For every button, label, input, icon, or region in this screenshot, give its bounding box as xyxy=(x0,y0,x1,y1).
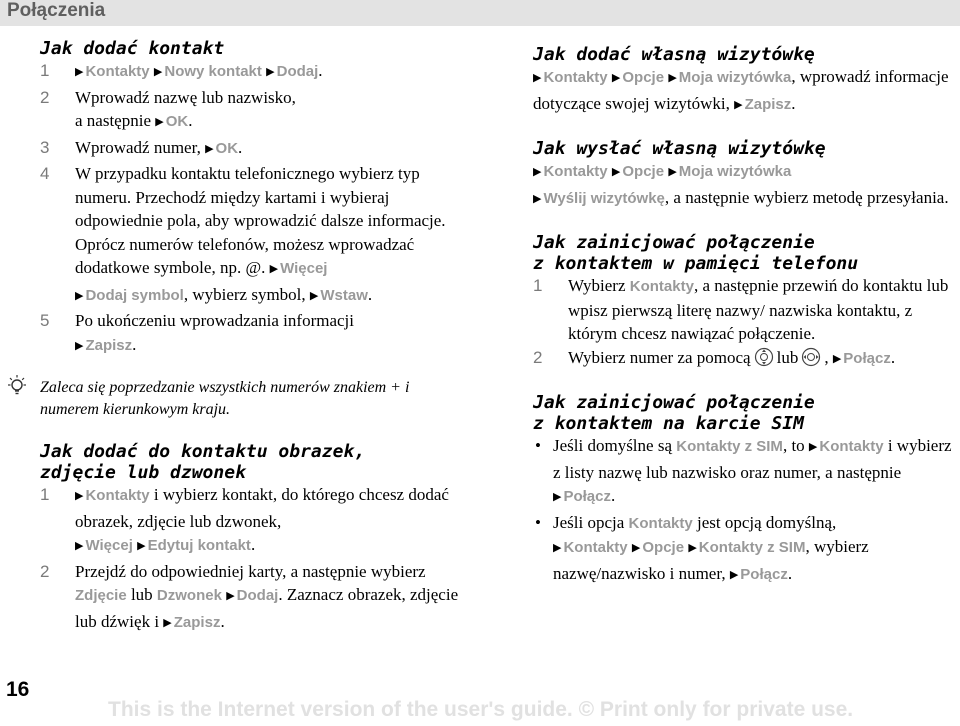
menu-wiecej: Więcej xyxy=(280,260,328,277)
heading-add-picture xyxy=(40,441,480,483)
menu-dodaj: Dodaj xyxy=(276,63,319,80)
arrow-icon: ▶ xyxy=(153,66,163,78)
heading-add-contact: Jak dodać kontakt xyxy=(40,38,225,59)
arrow-icon: ▶ xyxy=(163,616,172,629)
tip-text: Zaleca się poprzedzanie wszystkich numerów znakiem + i numerem kierunkowym kraju. xyxy=(40,379,410,418)
arrow-icon: ▶ xyxy=(533,166,542,178)
step-4: 4 W przypadku kontaktu telefonicznego wybierz typ numeru. Przechodź między kartami i wybieraj odpowiednie pola, aby wprowadzić dalsze informacje. Oprócz numerów telefonów, możesz wprowadzać dodatkowe symbole, np. @. ▶ Więcej ▶ Dodaj symbol, wybierz symbol, ▶ Wstaw. xyxy=(40,164,446,304)
menu-kontakty: Kontakty xyxy=(543,163,608,180)
step-text: Zaznacz obrazek, zdjęcie lub dźwięk i xyxy=(75,585,459,631)
menu-dzwonek: Dzwonek xyxy=(156,587,222,604)
heading-own-card: Jak dodać własną wizytówkę xyxy=(533,44,815,65)
arrow-icon: ▶ xyxy=(729,568,739,581)
tip-note xyxy=(40,377,460,421)
step-text: lub xyxy=(130,585,153,604)
step-text: , a następnie przewiń do kontaktu lub wpisz pierwszą literę nazwy/ nazwiska kontaktu, z którym chcesz nawiązać połączenie. xyxy=(568,276,949,343)
arrow-icon: ▶ xyxy=(553,542,562,554)
step-text: , wybierz symbol, xyxy=(183,284,306,304)
heading-line: z kontaktem na karcie SIM xyxy=(533,413,804,434)
arrow-icon: ▶ xyxy=(668,166,677,178)
heading-line: zdjęcie lub dzwonek xyxy=(40,462,246,483)
arrow-icon: ▶ xyxy=(668,72,677,84)
arrow-icon: ▶ xyxy=(75,540,84,552)
heading-line: z kontaktem w pamięci telefonu xyxy=(533,253,859,274)
left-column xyxy=(40,38,480,636)
step-text: Wybierz numer za pomocą xyxy=(568,347,751,367)
section-title: Połączenia xyxy=(7,0,106,21)
menu-polacz: Połącz xyxy=(843,349,891,367)
arrow-icon: ▶ xyxy=(137,540,146,552)
paragraph-text: , a następnie wybierz metodę przesyłania. xyxy=(664,187,949,207)
step-5: 5 Po ukończeniu wprowadzania informacji ▶ Zapisz. xyxy=(40,311,354,354)
lightbulb-tip-icon xyxy=(4,374,30,400)
step-text: W przypadku kontaktu telefonicznego wybierz typ numeru. Przechodź między kartami i wybieraj odpowiednie pola, aby wprowadzić dalsze informacje. Oprócz numerów telefonów, możesz wprowadzać dodatkowe symbole, np. @. xyxy=(75,164,446,277)
step-text: a następnie xyxy=(75,111,151,130)
step-3: 3 Wprowadź numer, ▶ OK. xyxy=(40,136,480,163)
header-bar xyxy=(0,0,960,26)
bullet-text: jest opcją domyślną, xyxy=(696,512,837,532)
navigation-key-left-right-icon xyxy=(801,347,821,367)
menu-dodaj: Dodaj xyxy=(236,587,279,604)
step-text: Przejdź do odpowiedniej karty, a następnie wybierz xyxy=(75,561,426,581)
page-number: 16 xyxy=(6,678,30,701)
menu-kontakty: Kontakty xyxy=(85,487,150,504)
arrow-icon: ▶ xyxy=(75,339,84,352)
menu-zapisz: Zapisz xyxy=(85,336,133,354)
menu-moja-wizytowka: Moja wizytówka xyxy=(678,163,792,180)
menu-kontakty: Kontakty xyxy=(629,278,694,295)
menu-kontakty: Kontakty xyxy=(819,438,884,455)
menu-kontakty: Kontakty xyxy=(543,69,608,86)
arrow-icon: ▶ xyxy=(734,98,743,111)
arrow-icon: ▶ xyxy=(309,289,319,302)
menu-opcje: Opcje xyxy=(642,539,685,556)
step-number: 1 xyxy=(40,61,50,80)
arrow-icon: ▶ xyxy=(226,590,235,602)
menu-polacz: Połącz xyxy=(563,488,611,505)
step-text: Wprowadź nazwę lub nazwisko, xyxy=(75,87,296,107)
menu-wiecej: Więcej xyxy=(85,537,133,554)
bullet-dot: • xyxy=(535,436,541,455)
heading-line: Jak zainicjować połączenie xyxy=(533,232,815,253)
menu-dodaj-symbol: Dodaj symbol xyxy=(85,286,184,304)
arrow-icon: ▶ xyxy=(832,352,842,365)
bullet-text: Jeśli domyślne są xyxy=(553,436,672,455)
arrow-icon: ▶ xyxy=(75,490,84,502)
menu-polacz: Połącz xyxy=(740,565,788,583)
arrow-icon: ▶ xyxy=(611,72,621,84)
step-number: 4 xyxy=(40,164,50,183)
step-text: lub xyxy=(776,347,799,367)
arrow-icon: ▶ xyxy=(205,142,214,155)
bullet-dot: • xyxy=(535,512,541,532)
menu-ok: OK xyxy=(215,139,239,157)
arrow-icon: ▶ xyxy=(75,66,84,78)
menu-nowy-kontakt: Nowy kontakt xyxy=(164,63,262,80)
arrow-icon: ▶ xyxy=(553,491,562,503)
step-1: 1 ▶ Kontakty i wybierz kontakt, do którego chcesz dodać obrazek, zdjęcie lub dzwonek, ▶ Więcej ▶ Edytuj kontakt. xyxy=(40,485,449,554)
bullet-text: Jeśli opcja xyxy=(553,512,625,532)
arrow-icon: ▶ xyxy=(266,66,275,78)
menu-kontakty: Kontakty xyxy=(628,514,693,532)
step-number: 1 xyxy=(40,485,50,504)
menu-opcje: Opcje xyxy=(622,69,665,86)
step-number: 5 xyxy=(40,311,50,330)
bullet-item: • Jeśli opcja Kontakty jest opcją domyślną, ▶ Kontakty ▶ Opcje ▶ Kontakty z SIM, wybierz nazwę/nazwisko i numer, ▶ Połącz. xyxy=(535,512,869,583)
menu-opcje: Opcje xyxy=(622,163,665,180)
menu-kontakty-z-sim: Kontakty z SIM xyxy=(698,539,806,556)
arrow-icon: ▶ xyxy=(688,542,697,554)
bullet-item: • Jeśli domyślne są Kontakty z SIM, to ▶ Kontakty i wybierz z listy nazwę lub nazwisko oraz numer, a następnie ▶ Połącz. xyxy=(535,436,952,505)
menu-wstaw: Wstaw xyxy=(320,286,368,304)
heading-send-card: Jak wysłać własną wizytówkę xyxy=(533,138,826,159)
heading-call-sim-contact xyxy=(533,392,953,434)
step-1 xyxy=(533,274,953,346)
paragraph: ▶ Kontakty ▶ Opcje ▶ Moja wizytówka, wprowadź informacje dotyczące swojej wizytówki, ▶ Zapisz. xyxy=(533,67,949,113)
step-text: Wprowadź numer, xyxy=(75,137,201,157)
heading-line: Jak zainicjować połączenie xyxy=(533,392,815,413)
paragraph xyxy=(533,159,953,212)
menu-kontakty: Kontakty xyxy=(85,63,150,80)
footer-notice: This is the Internet version of the user's guide. © Print only for private use. xyxy=(108,698,854,721)
menu-edytuj-kontakt: Edytuj kontakt xyxy=(147,537,251,554)
step-number: 2 xyxy=(40,87,50,107)
right-column xyxy=(533,44,953,588)
step-number: 2 xyxy=(40,561,50,581)
paragraph-text: , wprowadź informacje dotyczące swojej wizytówki, xyxy=(533,67,949,113)
menu-zdjecie: Zdjęcie xyxy=(75,587,127,604)
menu-kontakty: Kontakty xyxy=(563,539,628,556)
step-1: 1 ▶ Kontakty ▶ Nowy kontakt ▶ Dodaj. xyxy=(40,59,480,86)
step-text: i wybierz kontakt, do którego chcesz dodać obrazek, zdjęcie lub dzwonek, xyxy=(75,485,449,531)
menu-wyslij-wizytowke: Wyślij wizytówkę xyxy=(543,189,665,207)
menu-kontakty-z-sim: Kontakty z SIM xyxy=(676,438,783,455)
bullet-text: i wybierz z listy nazwę lub nazwisko oraz numer, a następnie xyxy=(553,436,952,482)
step-2: 2 Wprowadź nazwę lub nazwisko, a następnie ▶ OK. xyxy=(40,87,296,130)
step-text: Wybierz xyxy=(568,276,626,295)
arrow-icon: ▶ xyxy=(155,116,164,128)
step-number: 1 xyxy=(533,276,543,295)
arrow-icon: ▶ xyxy=(533,192,542,205)
navigation-key-up-down-icon xyxy=(754,347,774,367)
step-2: 2 Wybierz numer za pomocą lub , ▶ Połącz. xyxy=(533,346,953,373)
menu-zapisz: Zapisz xyxy=(173,613,221,631)
arrow-icon: ▶ xyxy=(533,72,542,84)
heading-line: Jak dodać do kontaktu obrazek, xyxy=(40,441,366,462)
step-number: 2 xyxy=(533,347,543,367)
arrow-icon: ▶ xyxy=(611,166,621,178)
bullet-text: , wybierz nazwę/nazwisko i numer, xyxy=(553,537,869,583)
menu-ok: OK xyxy=(165,113,189,130)
arrow-icon: ▶ xyxy=(269,263,279,275)
step-text: Po ukończeniu wprowadzania informacji xyxy=(75,311,354,330)
bullet-text: , to xyxy=(782,436,805,455)
arrow-icon: ▶ xyxy=(808,441,818,453)
step-2: 2 Przejdź do odpowiedniej karty, a następnie wybierz Zdjęcie lub Dzwonek ▶ Dodaj. Zaznacz obrazek, zdjęcie lub dźwięk i ▶ Zapisz. xyxy=(40,561,459,631)
menu-zapisz: Zapisz xyxy=(744,95,792,113)
arrow-icon: ▶ xyxy=(631,542,641,554)
arrow-icon: ▶ xyxy=(75,289,84,302)
step-number: 3 xyxy=(40,137,50,157)
heading-call-phone-contact xyxy=(533,232,953,274)
menu-moja-wizytowka: Moja wizytówka xyxy=(678,69,792,86)
